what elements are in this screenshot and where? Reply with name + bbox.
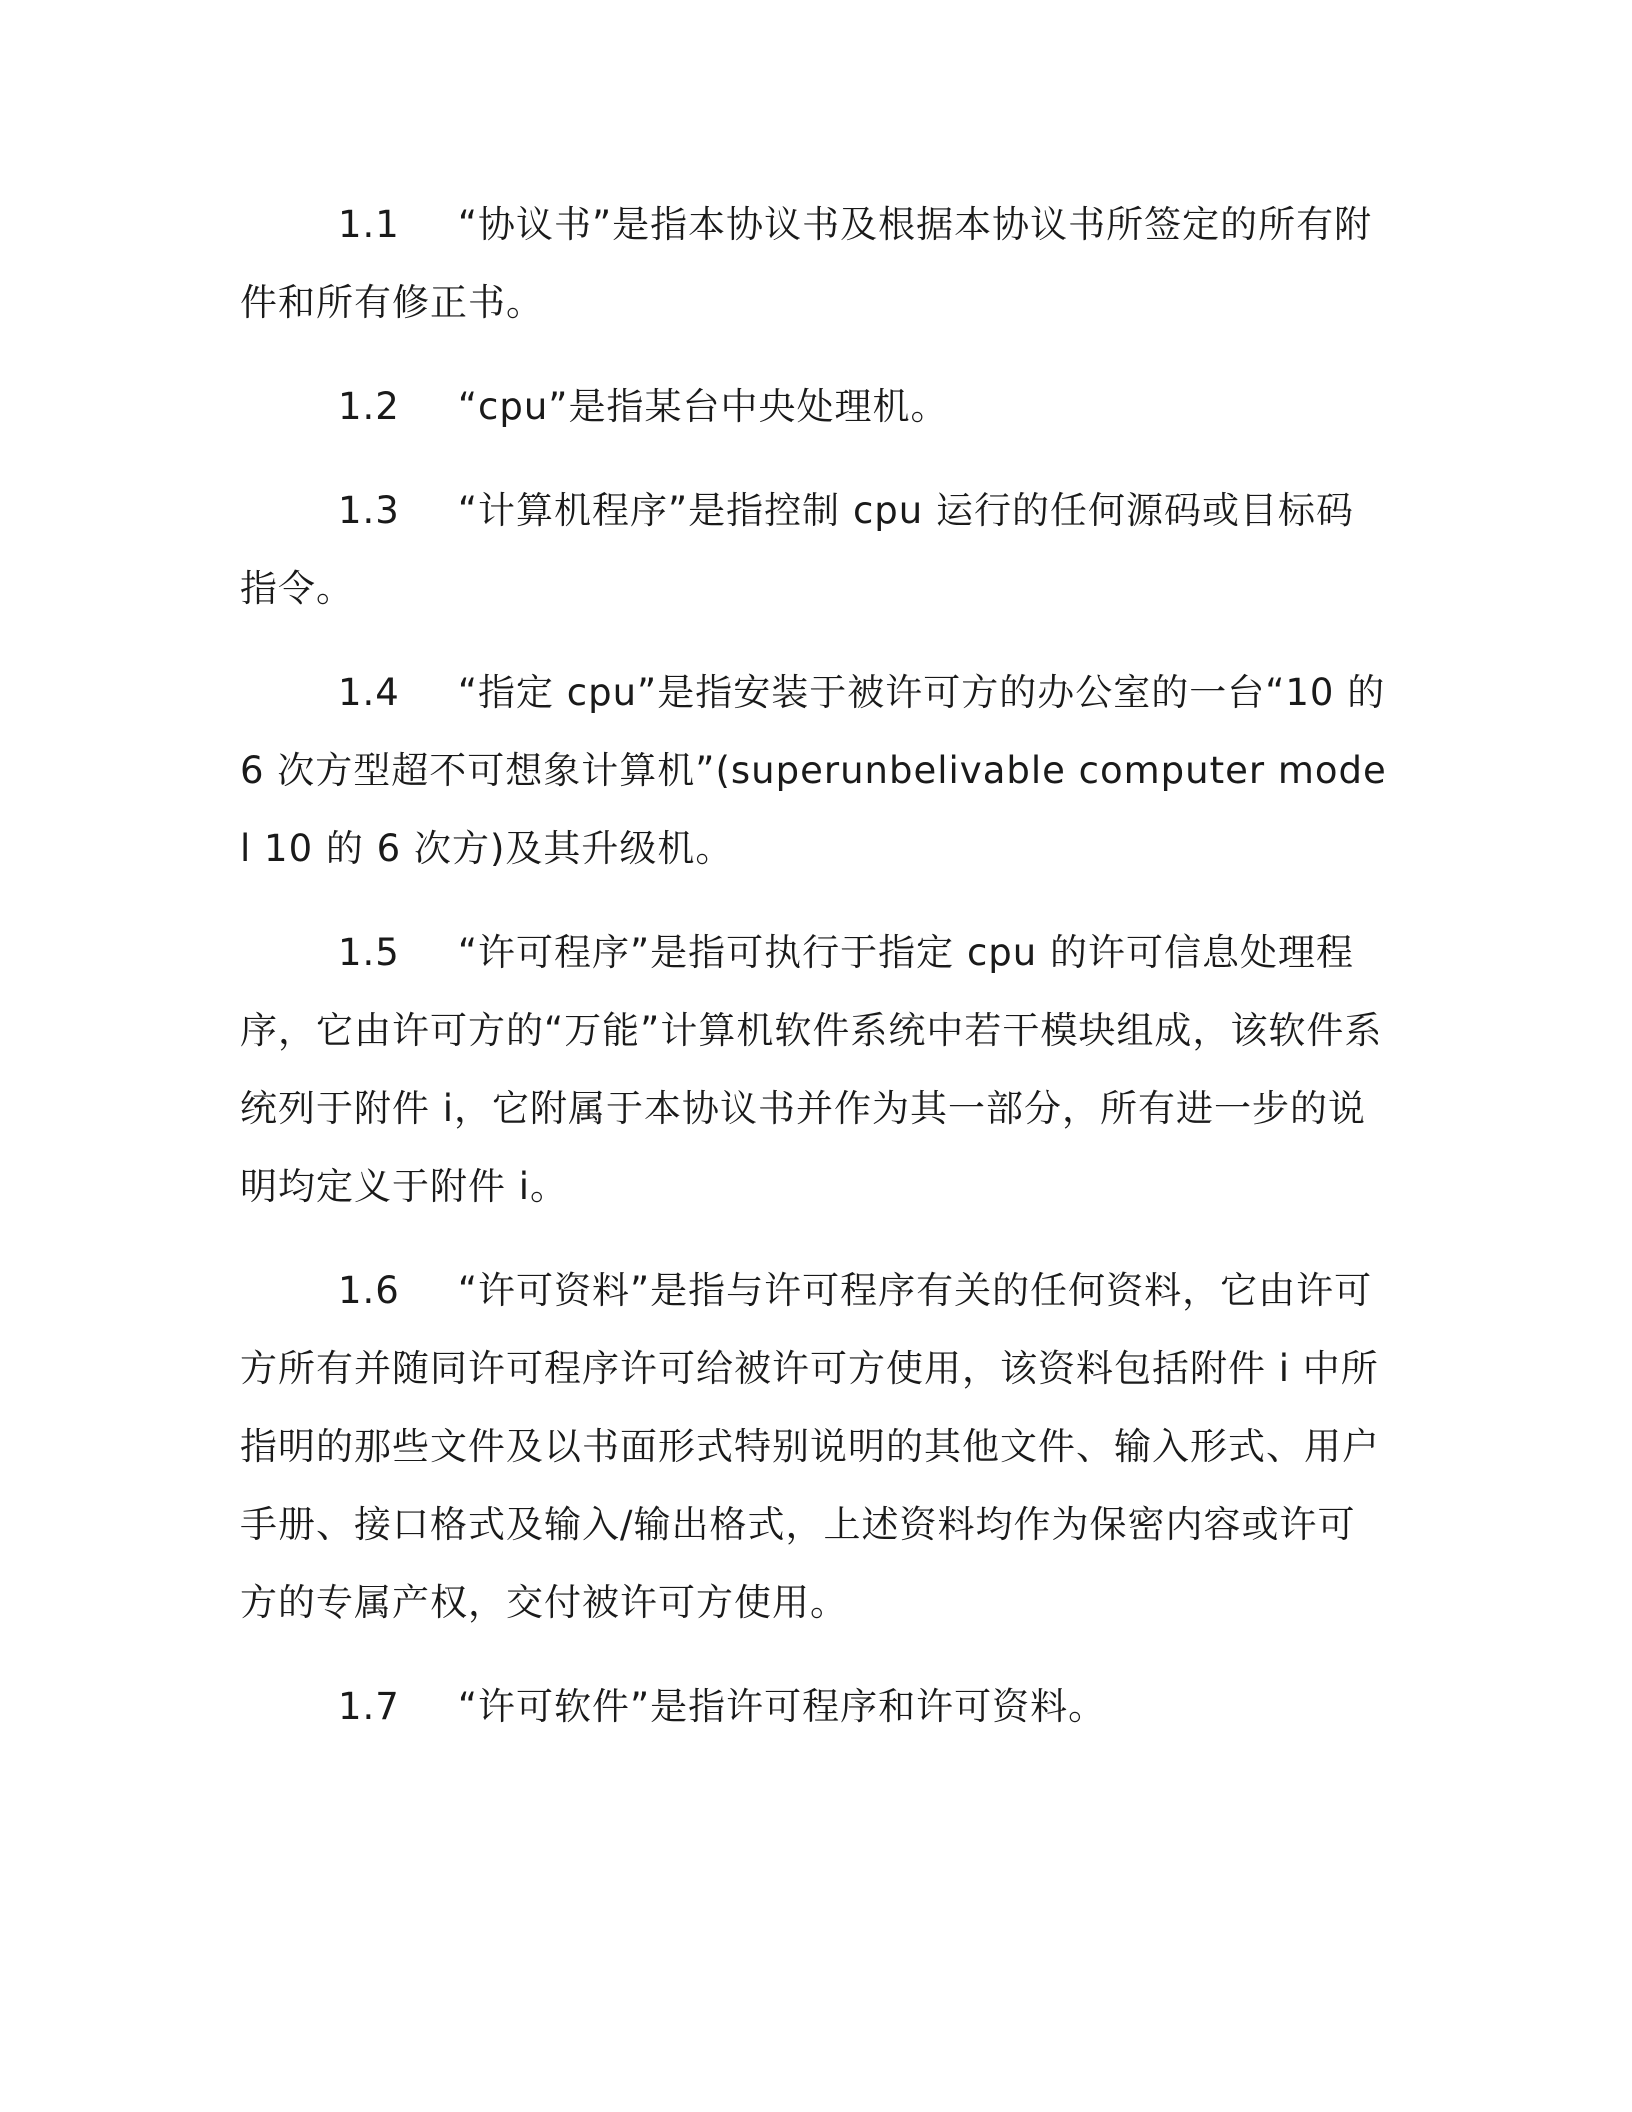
clause-number: 1.3 [338,489,400,532]
clause-1-2 [240,368,1388,446]
clause-number: 1.6 [338,1269,400,1312]
clause-text: “许可软件”是指许可程序和许可资料。 [457,1685,1107,1728]
clause-1-6 [240,1252,1388,1642]
clause-text: “许可资料”是指与许可程序有关的任何资料，它由许可方所有并随同许可程序许可给被许可方使用，该资料包括附件 i 中所指明的那些文件及以书面形式特别说明的其他文件、输入形式、用户手册、接口格式及输入/输出格式，上述资料均作为保密内容或许可方的专属产权，交付被许可方使用。 [240,1269,1380,1624]
clause-number: 1.2 [338,385,400,428]
clause-text: “协议书”是指本协议书及根据本协议书所签定的所有附件和所有修正书。 [240,203,1373,324]
clause-number: 1.4 [338,671,400,714]
clause-text: “许可程序”是指可执行于指定 cpu 的许可信息处理程序，它由许可方的“万能”计算机软件系统中若干模块组成，该软件系统列于附件 i，它附属于本协议书并作为其一部分，所有进一步的说明均定义于附件 i。 [240,931,1383,1208]
clause-1-3 [240,472,1388,628]
clause-text: “cpu”是指某台中央处理机。 [457,385,949,428]
clause-1-4 [240,654,1388,888]
clause-1-5 [240,914,1388,1226]
clause-number: 1.7 [338,1685,400,1728]
document-body [240,186,1388,1772]
clause-number: 1.1 [338,203,400,246]
clause-1-7 [240,1668,1388,1746]
clause-1-1 [240,186,1388,342]
clause-text: “指定 cpu”是指安装于被许可方的办公室的一台“10 的 6 次方型超不可想象计算机”(superunbelivable computer model 10 的 6 次方)及其升级机。 [240,671,1387,870]
clause-number: 1.5 [338,931,400,974]
clause-text: “计算机程序”是指控制 cpu 运行的任何源码或目标码指令。 [240,489,1354,610]
